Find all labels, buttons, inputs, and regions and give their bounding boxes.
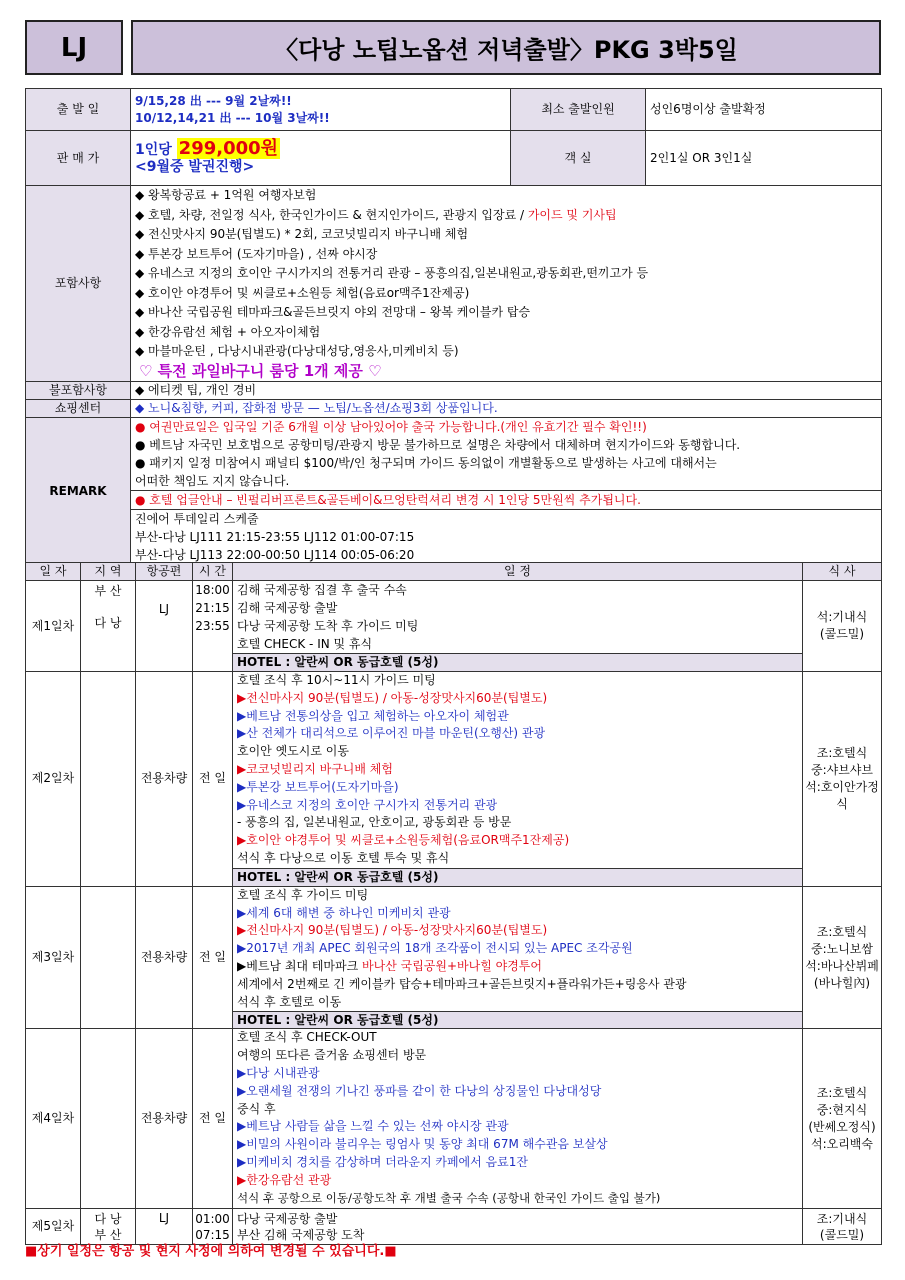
flight-schedule-line: 부산-다낭 LJ113 22:00-00:50 LJ114 00:05-06:20 xyxy=(135,548,415,562)
departure-line: 10/12,14,21 出 --- 10월 3날짜!! xyxy=(135,110,330,125)
included-item: ◆ 전신맛사지 90분(팁별도) * 2회, 코코넛빌리지 바구니배 체험 xyxy=(135,227,469,241)
meal-line: 중:현지식 xyxy=(816,1102,868,1117)
time-line: 23:55 xyxy=(195,619,230,633)
meal-line: 조:호텔식 xyxy=(816,924,868,939)
min-people-value: 성인6명이상 출발확정 xyxy=(646,89,882,131)
flight-schedule-title: 진에어 투데일리 스케줄 xyxy=(135,512,259,526)
day-flight: LJ xyxy=(136,1209,193,1245)
day-times: 전 일 xyxy=(193,672,233,887)
meal-line: (콜드밀) xyxy=(819,1227,865,1242)
col-day: 일 자 xyxy=(26,563,81,581)
included-item: ◆ 투본강 보트투어 (도자기마을) , 선짜 야시장 xyxy=(135,246,378,261)
plan-line: 중식 후 xyxy=(237,1101,276,1116)
meal-line: (바나힐內) xyxy=(813,975,871,990)
day-row xyxy=(26,672,882,887)
day-region xyxy=(81,886,136,1029)
day-plan xyxy=(233,672,803,887)
plan-line-highlight: 바나산 국립공원+바나힐 야경투어 xyxy=(362,958,542,973)
hotel-line: HOTEL : 알란씨 OR 동급호텔 (5성) xyxy=(233,868,802,886)
plan-line: 다낭 국제공항 출발 xyxy=(237,1211,338,1226)
page-title: 〈다낭 노팁노옵션 저녁출발〉PKG 3박5일 xyxy=(131,20,881,75)
plan-line: - 풍흥의 집, 일본내원교, 안호이교, 광동회관 등 방문 xyxy=(237,815,512,830)
plan-line: 호텔 CHECK - IN 및 휴식 xyxy=(237,637,373,651)
day-row xyxy=(26,1029,882,1209)
day-meals xyxy=(803,581,882,672)
day-row xyxy=(26,581,882,672)
time-line: 01:00 xyxy=(195,1211,230,1226)
plan-line: ▶세계 6대 해변 중 하나인 미케비치 관광 xyxy=(237,905,451,920)
special-offer: ♡ 특전 과일바구니 룸당 1개 제공 ♡ xyxy=(139,361,382,380)
included-item: ◆ 호이안 야경투어 및 씨클로+소원등 체험(음료or맥주1잔제공) xyxy=(135,285,470,300)
col-meal: 식 사 xyxy=(803,563,882,581)
day-label: 제4일차 xyxy=(26,1029,81,1209)
meal-line: 석:바나산뷔페 xyxy=(805,958,879,973)
departure-line: 9/15,28 出 --- 9월 2날짜!! xyxy=(135,93,292,108)
plan-line: ▶투본강 보트투어(도자기마을) xyxy=(237,779,399,794)
shopping-label: 쇼핑센터 xyxy=(26,400,131,418)
plan-line: ▶베트남 전통의상을 입고 체험하는 아오자이 체험관 xyxy=(237,708,509,723)
product-code: LJ xyxy=(25,20,123,75)
plan-line: 김해 국제공항 출발 xyxy=(237,601,338,615)
plan-line: 호이안 옛도시로 이동 xyxy=(237,744,349,759)
col-region: 지 역 xyxy=(81,563,136,581)
plan-line: 여행의 또다른 즐거움 쇼핑센터 방문 xyxy=(237,1048,427,1063)
day-meals xyxy=(803,886,882,1029)
meal-line: 조:기내식 xyxy=(816,1211,868,1226)
min-people-label: 최소 출발인원 xyxy=(511,89,646,131)
hotel-line: HOTEL : 알란씨 OR 동급호텔 (5성) xyxy=(233,653,802,671)
shopping-value: ◆ 노니&침향, 커피, 잡화점 방문 — 노팁/노옵션/쇼핑3회 상품입니다. xyxy=(131,400,882,418)
price-value: 299,000원 xyxy=(178,138,279,159)
region-line: 부 산 xyxy=(94,584,122,598)
plan-line: 다낭 국제공항 도착 후 가이드 미팅 xyxy=(237,619,419,633)
remark-line: ● 여권만료일은 입국일 기준 6개월 이상 남아있어야 출국 가능합니다.(개인 유효기간 필수 확인!!) xyxy=(135,420,647,434)
day-times: 전 일 xyxy=(193,1029,233,1209)
meal-line: 석:오리백숙 xyxy=(810,1136,873,1151)
meal-line: 석:기내식 xyxy=(816,610,868,624)
remark-label: REMARK xyxy=(26,418,131,565)
col-time: 시 간 xyxy=(193,563,233,581)
plan-line: 세계에서 2번째로 긴 케이블카 탑승+테마파크+골든브릿지+플라워가든+링응사 관광 xyxy=(237,976,687,991)
included-item: ◆ 바나산 국립공원 테마파크&골든브릿지 야외 전망대 – 왕복 케이블카 탑승 xyxy=(135,305,531,319)
meal-line: 중:노니보쌈 xyxy=(810,941,873,956)
schedule-table xyxy=(25,562,882,1245)
day-meals xyxy=(803,1209,882,1245)
plan-line: 호텔 조식 후 가이드 미팅 xyxy=(237,887,369,902)
day-flight: 전용차량 xyxy=(136,672,193,887)
excluded-label: 불포함사항 xyxy=(26,382,131,400)
plan-line: ▶다낭 시내관광 xyxy=(237,1065,320,1080)
remark-cell xyxy=(131,418,882,565)
plan-line: ▶오랜세월 전쟁의 기나긴 풍파를 같이 한 다낭의 상징물인 다낭대성당 xyxy=(237,1083,602,1098)
room-label: 객 실 xyxy=(511,131,646,186)
day-plan xyxy=(233,886,803,1029)
day-label: 제3일차 xyxy=(26,886,81,1029)
meal-line: 조:호텔식 xyxy=(816,745,868,760)
plan-line: ▶한강유람선 관광 xyxy=(237,1172,332,1187)
day-label: 제2일차 xyxy=(26,672,81,887)
price-label: 판 매 가 xyxy=(26,131,131,186)
region-line: 부 산 xyxy=(94,1227,122,1242)
day-label: 제5일차 xyxy=(26,1209,81,1245)
hotel-line: HOTEL : 알란씨 OR 동급호텔 (5성) xyxy=(233,1011,802,1028)
departure-label: 출 발 일 xyxy=(26,89,131,131)
day-times: 전 일 xyxy=(193,886,233,1029)
plan-line: 부산 김해 국제공항 도착 xyxy=(237,1227,365,1242)
plan-line: ▶호이안 야경투어 및 씨클로+소원등체험(음료OR맥주1잔제공) xyxy=(237,833,570,848)
info-table xyxy=(25,88,882,186)
day-row xyxy=(26,886,882,1029)
day-times xyxy=(193,581,233,672)
footer-note: ■상기 일정은 항공 및 현지 사정에 의하여 변경될 수 있습니다.■ xyxy=(25,1244,397,1259)
included-item: ◆ 왕복항공료 + 1억원 여행자보험 xyxy=(135,188,317,202)
day-region xyxy=(81,581,136,672)
time-line: 07:15 xyxy=(195,1227,230,1242)
plan-line: ▶산 전체가 대리석으로 이루어진 마블 마운틴(오행산) 관광 xyxy=(237,726,546,741)
day-plan xyxy=(233,581,803,672)
plan-line: 석식 후 호텔로 이동 xyxy=(237,994,342,1009)
region-line: 다 낭 xyxy=(94,1211,122,1226)
day-flight: 전용차량 xyxy=(136,886,193,1029)
plan-line: ▶코코넛빌리지 바구니배 체험 xyxy=(237,761,393,776)
day-meals xyxy=(803,672,882,887)
flight-schedule-line: 부산-다낭 LJ111 21:15-23:55 LJ112 01:00-07:15 xyxy=(135,530,415,544)
col-flight: 항공편 xyxy=(136,563,193,581)
plan-line: ▶미케비치 경치를 감상하며 더라운지 카페에서 음료1잔 xyxy=(237,1154,528,1169)
room-value: 2인1실 OR 3인1실 xyxy=(646,131,882,186)
included-list xyxy=(131,186,882,382)
meal-line: 중:샤브샤브 xyxy=(810,762,873,777)
included-item: ◆ 한강유람선 체험 + 아오자이체험 xyxy=(135,324,321,339)
included-item-highlight: 가이드 및 기사팁 xyxy=(527,207,617,222)
day-region xyxy=(81,1029,136,1209)
details-table xyxy=(25,185,882,565)
plan-line: 석식 후 다낭으로 이동 호텔 투숙 및 휴식 xyxy=(237,850,450,865)
plan-line: 호텔 조식 후 CHECK-OUT xyxy=(237,1030,377,1045)
remark-line: 어떠한 책임도 지지 않습니다. xyxy=(135,474,290,488)
remark-hotel-upgrade: ● 호텔 업글안내 – 빈펄리버프론트&골든베이&므엉탄럭셔리 변경 시 1인당 5만원씩 추가됩니다. xyxy=(131,490,881,510)
plan-line: 석식 후 공항으로 이동/공항도착 후 개별 출국 수속 (공항내 한국인 가이드 출입 불가) xyxy=(237,1190,661,1205)
plan-line: ▶베트남 최대 테마파크 xyxy=(237,958,363,973)
col-plan: 일 정 xyxy=(233,563,803,581)
day-flight: 전용차량 xyxy=(136,1029,193,1209)
day-flight: LJ xyxy=(136,581,193,672)
departure-dates xyxy=(131,89,511,131)
remark-line: ● 패키지 일정 미참여시 패널티 $100/박/인 청구되며 가이드 동의없이 개별활동으로 발생하는 사고에 대해서는 xyxy=(135,456,717,470)
plan-line: ▶비밀의 사원이라 불리우는 링엄사 및 동양 최대 67M 해수관음 보살상 xyxy=(237,1137,608,1152)
day-label: 제1일차 xyxy=(26,581,81,672)
meal-line: 조:호텔식 xyxy=(816,1085,868,1100)
meal-line: (콜드밀) xyxy=(819,627,865,641)
plan-line: ▶베트남 사람들 삶을 느낄 수 있는 선짜 야시장 관광 xyxy=(237,1119,509,1134)
plan-line: ▶전신마사지 90분(팁별도) / 아동-성장맛사지60분(팁별도) xyxy=(237,923,548,938)
plan-line: 김해 국제공항 집결 후 출국 수속 xyxy=(237,583,407,597)
included-item: ◆ 유네스코 지정의 호이안 구시가지의 전통거리 관광 – 풍흥의집,일본내원교,광동회관,떤끼고가 등 xyxy=(135,266,649,280)
day-plan xyxy=(233,1029,803,1209)
price-cell xyxy=(131,131,511,186)
plan-line: ▶2017년 개최 APEC 회원국의 18개 조각품이 전시되 있는 APEC 조각공원 xyxy=(237,941,633,956)
remark-line: ● 베트남 자국민 보호법으로 공항미팅/관광지 방문 불가하므로 설명은 차량에서 대체하며 현지가이드와 동행합니다. xyxy=(135,438,741,452)
price-note: <9월중 발권진행> xyxy=(135,159,255,175)
plan-line: ▶전신마사지 90분(팁별도) / 아동-성장맛사지60분(팁별도) xyxy=(237,690,548,705)
plan-line: ▶유네스코 지정의 호이안 구시가지 전통거리 관광 xyxy=(237,797,498,812)
meal-line: 석:호이안가정식 xyxy=(805,779,879,811)
time-line: 18:00 xyxy=(195,583,230,597)
price-prefix: 1인당 xyxy=(135,142,177,158)
region-line: 다 낭 xyxy=(94,616,122,630)
included-item: ◆ 호텔, 차량, 전일정 식사, 한국인가이드 & 현지인가이드, 관광지 입장료 / xyxy=(135,207,528,222)
plan-line: 호텔 조식 후 10시~11시 가이드 미팅 xyxy=(237,673,436,687)
included-label: 포함사항 xyxy=(26,186,131,382)
included-item: ◆ 마블마운틴 , 다낭시내관광(다낭대성당,영응사,미케비치 등) xyxy=(135,344,459,358)
meal-line: (반쎄오정식) xyxy=(808,1119,876,1134)
excluded-value: ◆ 에티켓 팁, 개인 경비 xyxy=(131,382,882,400)
time-line: 21:15 xyxy=(195,601,230,615)
day-meals xyxy=(803,1029,882,1209)
day-region xyxy=(81,672,136,887)
